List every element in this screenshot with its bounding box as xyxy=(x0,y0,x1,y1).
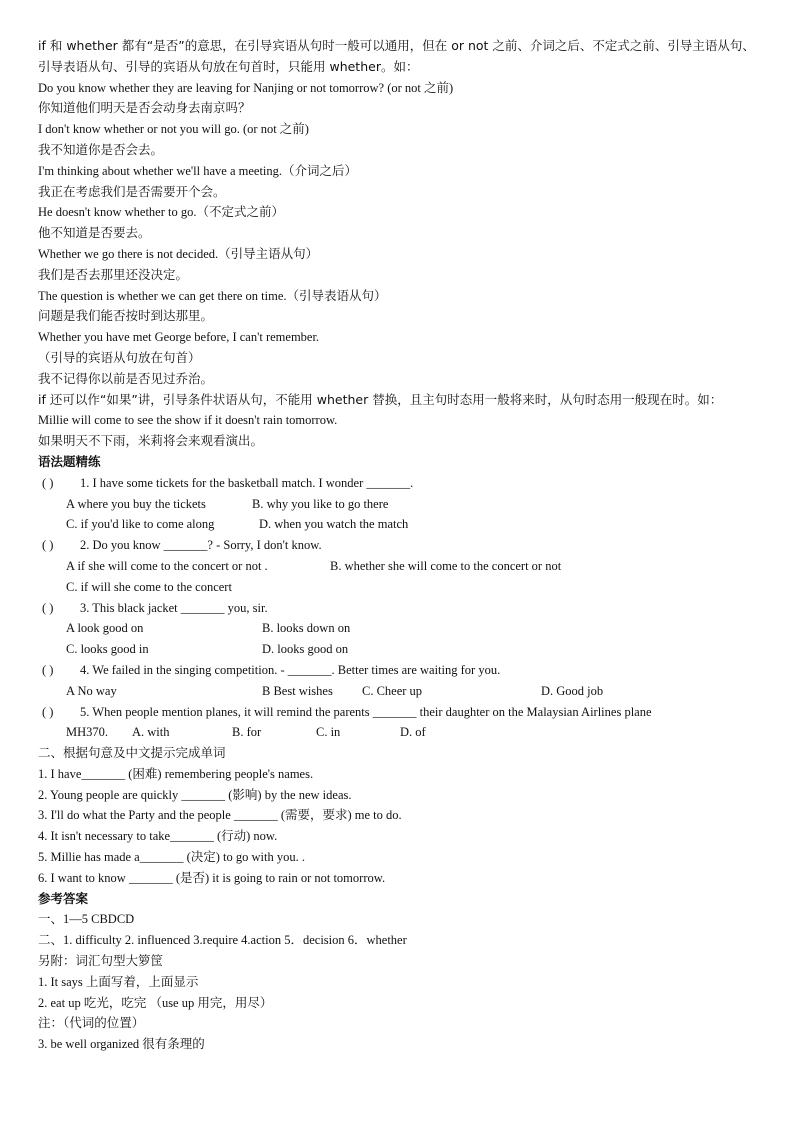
option: A No way xyxy=(66,683,117,698)
option: C. Cheer up xyxy=(362,683,423,698)
example-zh: 我不记得你以前是否见过乔治。 xyxy=(38,370,214,386)
option-row xyxy=(38,618,758,639)
example-en: Whether you have met George before, I can't remember. xyxy=(38,330,320,345)
option: D. of xyxy=(400,725,426,740)
option-row xyxy=(38,556,758,577)
intro-rule: if 和 whether 都有“是否”的意思，在引导宾语从句时一般可以通用，但在 or not 之前、介词之后、不定式之前、引导主语从句、引导表语从句、引导的宾语从句放在句首时，只能用 whether。如： xyxy=(38,38,755,74)
option-row xyxy=(38,577,758,598)
option: MH370. xyxy=(66,725,109,740)
example-en: Whether we go there is not decided.（引导主语从句） xyxy=(38,246,319,261)
example-zh: 问题是我们能否按时到达那里。 xyxy=(38,308,214,324)
option: C. in xyxy=(316,725,341,740)
vocab-item: 5. Millie has made a_______ (决定) to go with you. . xyxy=(38,850,305,865)
option-row xyxy=(38,722,758,743)
option: C. looks good in xyxy=(66,642,149,657)
option: D. when you watch the match xyxy=(259,517,409,532)
option-row xyxy=(38,681,758,702)
option: A where you buy the tickets xyxy=(66,496,206,511)
option: B. for xyxy=(232,725,262,740)
vocab-item: 4. It isn't necessary to take_______ (行动) now. xyxy=(38,829,278,844)
example-en: Do you know whether they are leaving for Nanjing or not tomorrow? (or not 之前) xyxy=(38,80,454,95)
vocab-item: 3. I'll do what the Party and the people _______ (需要，要求) me to do. xyxy=(38,808,402,823)
example-zh: 如果明天不下雨，米莉将会来观看演出。 xyxy=(38,433,264,449)
extra-item: 3. be well organized 很有条理的 xyxy=(38,1037,205,1052)
example-en: He doesn't know whether to go.（不定式之前） xyxy=(38,205,284,220)
question-stem: ( ) 2. Do you know _______? - Sorry, I don't know. xyxy=(38,535,758,556)
answer-blank[interactable]: ( ) xyxy=(42,600,54,615)
option-row xyxy=(38,494,758,515)
option: B. whether she will come to the concert or not xyxy=(330,558,562,573)
vocab-section-title: 二、根据句意及中文提示完成单词 xyxy=(38,745,226,761)
extra-item: 2. eat up 吃光，吃完 （use up 用完，用尽） xyxy=(38,995,273,1010)
if-rule: if 还可以作“如果”讲，引导条件状语从句，不能用 whether 替换，且主句时态用一般将来时，从句时态用一般现在时。如： xyxy=(38,391,723,407)
option-row xyxy=(38,639,758,660)
example-zh: 我正在考虑我们是否需要开个会。 xyxy=(38,183,226,199)
example-zh: 你知道他们明天是否会动身去南京吗？ xyxy=(38,100,251,116)
extra-item: 1. It says 上面写着，上面显示 xyxy=(38,974,199,989)
vocab-item: 1. I have_______ (困难) remembering people's names. xyxy=(38,766,314,781)
option: B Best wishes xyxy=(262,683,333,698)
answers-line: 二、1. difficulty 2. influenced 3.require 4.action 5．decision 6．whether xyxy=(38,933,407,948)
example-note: （引导的宾语从句放在句首） xyxy=(38,349,201,365)
example-zh: 他不知道是否要去。 xyxy=(38,225,151,241)
vocab-item: 2. Young people are quickly _______ (影响) by the new ideas. xyxy=(38,787,352,802)
extra-title: 另附：词汇句型大箩筐 xyxy=(38,953,164,969)
answer-blank[interactable]: ( ) xyxy=(42,475,54,490)
example-en: Millie will come to see the show if it doesn't rain tomorrow. xyxy=(38,413,338,428)
option: A. with xyxy=(132,725,170,740)
extra-item: 注：（代词的位置） xyxy=(38,1015,145,1031)
option-row xyxy=(38,514,758,535)
option: B. why you like to go there xyxy=(252,496,389,511)
example-zh: 我不知道你是否会去。 xyxy=(38,141,164,157)
answer-blank[interactable]: ( ) xyxy=(42,662,54,677)
question-stem: ( ) 4. We failed in the singing competition. - _______. Better times are waiting for you. xyxy=(38,660,758,681)
option: A look good on xyxy=(66,621,144,636)
grammar-section-title: 语法题精练 xyxy=(38,453,101,469)
example-en: I'm thinking about whether we'll have a meeting.（介词之后） xyxy=(38,163,358,178)
vocab-item: 6. I want to know _______ (是否) it is going to rain or not tomorrow. xyxy=(38,870,386,885)
example-en: The question is whether we can get there on time.（引导表语从句） xyxy=(38,288,387,303)
example-zh: 我们是否去那里还没决定。 xyxy=(38,266,189,282)
question-stem: ( ) 5. When people mention planes, it will remind the parents _______ their daughter on the Malaysian Airlines plane xyxy=(38,702,758,723)
question-stem: ( ) 1. I have some tickets for the basketball match. I wonder _______. xyxy=(38,473,758,494)
option: C. if will she come to the concert xyxy=(66,579,232,594)
option: C. if you'd like to come along xyxy=(66,517,215,532)
option: D. looks good on xyxy=(262,642,349,657)
option: B. looks down on xyxy=(262,621,351,636)
answer-blank[interactable]: ( ) xyxy=(42,704,54,719)
answers-title: 参考答案 xyxy=(38,890,89,906)
option: D. Good job xyxy=(541,683,604,698)
question-stem: ( ) 3. This black jacket _______ you, sir. xyxy=(38,598,758,619)
answers-line: 一、1—5 CBDCD xyxy=(38,912,135,927)
option: A if she will come to the concert or not . xyxy=(66,558,268,573)
document-page xyxy=(38,36,758,1055)
example-en: I don't know whether or not you will go. (or not 之前) xyxy=(38,122,309,137)
answer-blank[interactable]: ( ) xyxy=(42,538,54,553)
